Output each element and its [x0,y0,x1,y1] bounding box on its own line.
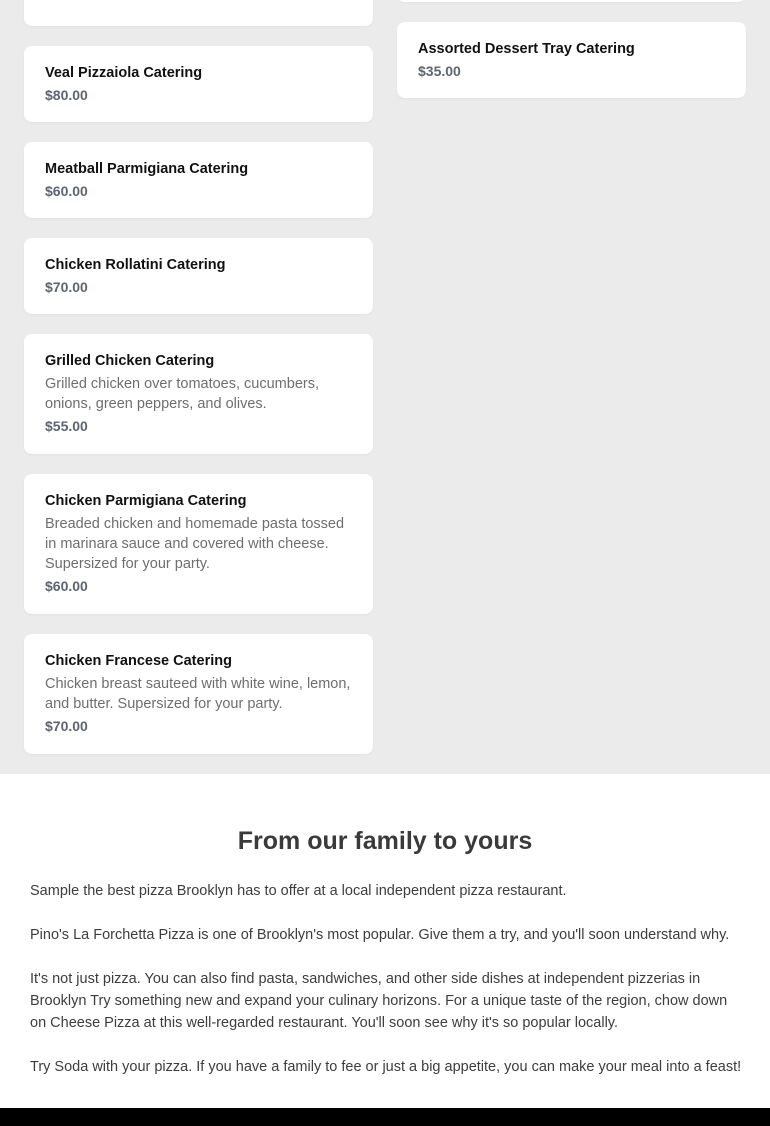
about-heading: From our family to yours [237,827,533,855]
about-paragraph: It's not just pizza. You can also find pasta, sandwiches, and other side dishes at independent pizzerias in Brooklyn Try something new and expand your culinary horizons. For a unique taste of the region, chow down on Cheese Pizza at this well-regarded restaurant. You'll soon see why it's so popular locally. [30,971,728,1031]
menu-item-card[interactable] [397,22,746,98]
about-section [0,774,770,1108]
about-body [30,880,742,1100]
menu-item-card[interactable] [24,0,373,26]
menu-item-price: $70.00 [45,718,88,734]
about-paragraph: Pino's La Forchetta Pizza is one of Brooklyn's most popular. Give them a try, and you'll soon understand why. [30,927,730,943]
menu-item-title: Chicken Francese Catering [45,653,232,669]
menu-item-card[interactable] [24,46,373,122]
menu-column-left [24,0,373,774]
menu-item-title: Chicken Rollatini Catering [45,257,226,273]
menu-column-right [397,0,746,118]
menu-item-title: Grilled Chicken Catering [45,353,215,369]
menu-item-price: $55.00 [45,418,88,434]
menu-item-price: $35.00 [418,63,461,79]
menu-item-title: Chicken Parmigiana Catering [45,493,247,509]
menu-item-card[interactable] [24,634,373,754]
menu-item-description: Breaded chicken and homemade pasta tossed in marinara sauce and covered with cheese. Supersized for your party. [45,516,345,572]
menu-item-price: $60.00 [45,578,88,594]
about-paragraph: Sample the best pizza Brooklyn has to offer at a local independent pizza restaurant. [30,883,567,899]
menu-item-title: Assorted Dessert Tray Catering [418,41,635,57]
menu-item-description: Grilled chicken over tomatoes, cucumbers, onions, green peppers, and olives. [45,376,319,412]
menu-item-price: $60.00 [45,183,88,199]
menu-item-card[interactable] [24,142,373,218]
menu-item-card[interactable] [24,238,373,314]
bottom-bar [0,1108,770,1126]
menu-item-price: $70.00 [45,279,88,295]
menu-item-description: Chicken breast sauteed with white wine, lemon, and butter. Supersized for your party. [45,676,351,712]
menu-item-card[interactable] [24,474,373,614]
menu-item-price: $80.00 [45,87,88,103]
about-paragraph: Try Soda with your pizza. If you have a family to fee or just a big appetite, you can make your meal into a feast! [30,1059,742,1075]
menu-item-card[interactable] [24,334,373,454]
menu-item-card[interactable] [397,0,746,2]
menu-item-title: Meatball Parmigiana Catering [45,161,249,177]
menu-item-title: Veal Pizzaiola Catering [45,65,203,81]
